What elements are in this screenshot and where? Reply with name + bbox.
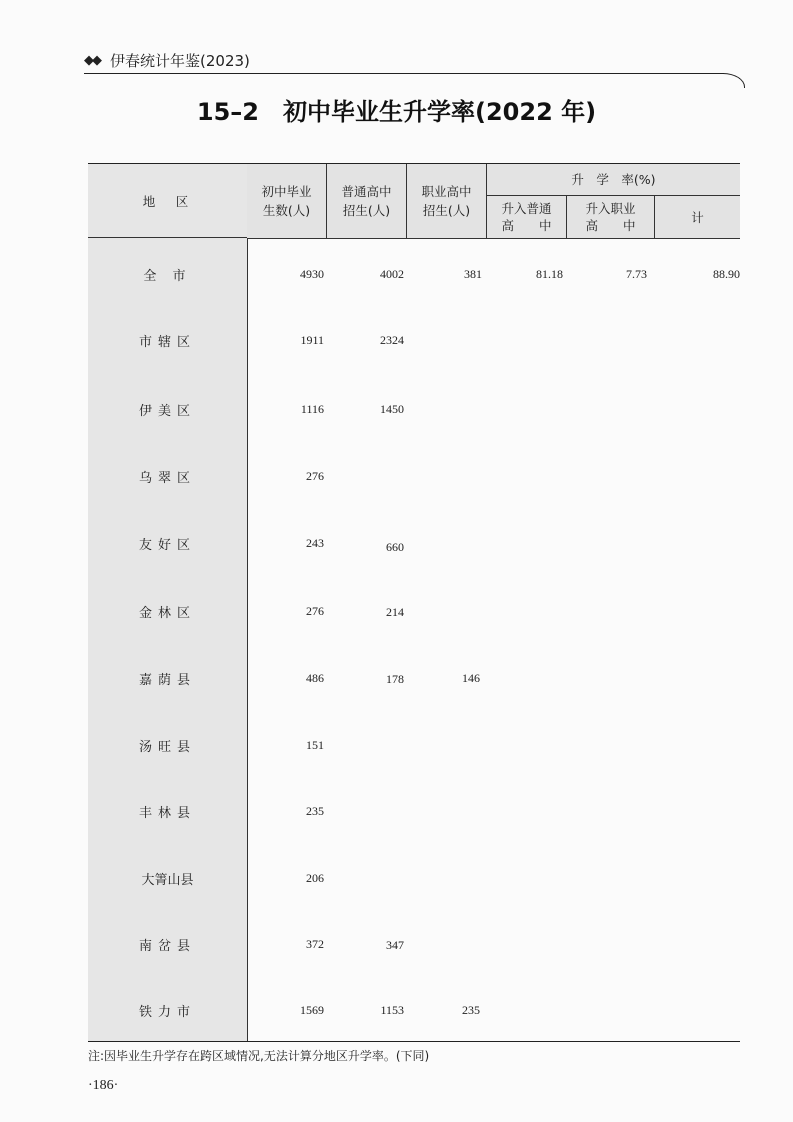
row-region: 全 市 [143, 269, 192, 284]
row-region: 大箐山县 [141, 873, 194, 888]
cell-graduates: 4930 [300, 267, 324, 281]
cell-graduates: 486 [306, 671, 324, 685]
cell-rate-total: 88.90 [713, 267, 740, 281]
header-region [88, 164, 247, 238]
header-vocational-line2: 招生(人) [422, 203, 471, 218]
row-region: 市辖区 [138, 335, 196, 350]
row-region: 铁力市 [138, 1005, 196, 1020]
header-graduates [247, 164, 326, 238]
cell-general: 347 [386, 938, 404, 952]
diamond-pair-icon: ◆◆ [84, 53, 100, 68]
cell-rate-general: 81.18 [536, 267, 563, 281]
footnote: 注:因毕业生升学存在跨区域情况,无法计算分地区升学率。(下同) [88, 1049, 430, 1063]
header-rate-group [487, 164, 740, 195]
header-rate-general-line1: 升入普通 [501, 201, 552, 216]
cell-graduates: 235 [306, 804, 324, 818]
header-graduates-line1: 初中毕业 [261, 184, 312, 199]
row-region: 南岔县 [138, 939, 196, 954]
cell-graduates: 243 [306, 536, 324, 550]
header-vocational-line1: 职业高中 [421, 184, 472, 199]
cell-graduates: 151 [306, 738, 324, 752]
cell-graduates: 276 [306, 604, 324, 618]
header-rule-curve [722, 73, 745, 88]
row-region: 伊美区 [138, 404, 196, 419]
cell-vocational: 381 [464, 267, 482, 281]
cell-rate-vocational: 7.73 [626, 267, 647, 281]
header-rate-vocational [567, 196, 654, 238]
header-rate-group-label: 升 学 率(%) [571, 172, 656, 187]
cell-general: 1153 [380, 1003, 404, 1017]
cell-graduates: 276 [306, 469, 324, 483]
header-rate-total [655, 196, 740, 238]
header-graduates-line2: 生数(人) [262, 203, 311, 218]
page-title: 15–2 初中毕业生升学率(2022 年) [196, 98, 597, 126]
page-number: ·186· [88, 1078, 119, 1093]
header-region-label: 地 区 [142, 193, 193, 209]
cell-general: 660 [386, 540, 404, 554]
header-rate-vocational-line1: 升入职业 [585, 201, 636, 216]
header-general-line1: 普通高中 [341, 184, 392, 199]
cell-graduates: 206 [306, 871, 324, 885]
header-rule [84, 73, 724, 74]
row-region: 友好区 [138, 538, 196, 553]
header-general-line2: 招生(人) [342, 203, 391, 218]
statistics-table [88, 163, 740, 1042]
cell-general: 178 [386, 672, 404, 686]
header-vocational [407, 164, 486, 238]
cell-general: 214 [386, 605, 404, 619]
row-region: 汤旺县 [138, 740, 196, 755]
header-rate-general [487, 196, 566, 238]
header-general [327, 164, 406, 238]
header-rate-vocational-line2: 高 中 [585, 218, 636, 233]
row-region: 金林区 [138, 606, 196, 621]
row-region: 嘉荫县 [138, 673, 196, 688]
cell-vocational: 235 [462, 1003, 480, 1017]
running-head [84, 50, 250, 71]
cell-general: 4002 [380, 267, 404, 281]
header-rate-general-line2: 高 中 [501, 218, 552, 233]
cell-vocational: 146 [462, 671, 480, 685]
cell-general: 1450 [380, 402, 404, 416]
running-head-text: 伊春统计年鉴(2023) [110, 52, 250, 70]
row-region: 丰林县 [138, 806, 196, 821]
cell-general: 2324 [380, 333, 404, 347]
header-rate-total-label: 计 [691, 209, 704, 225]
cell-graduates: 372 [306, 937, 324, 951]
row-region: 乌翠区 [138, 471, 196, 486]
cell-graduates: 1116 [300, 402, 324, 416]
cell-graduates: 1569 [300, 1003, 324, 1017]
cell-graduates: 1911 [300, 333, 324, 347]
